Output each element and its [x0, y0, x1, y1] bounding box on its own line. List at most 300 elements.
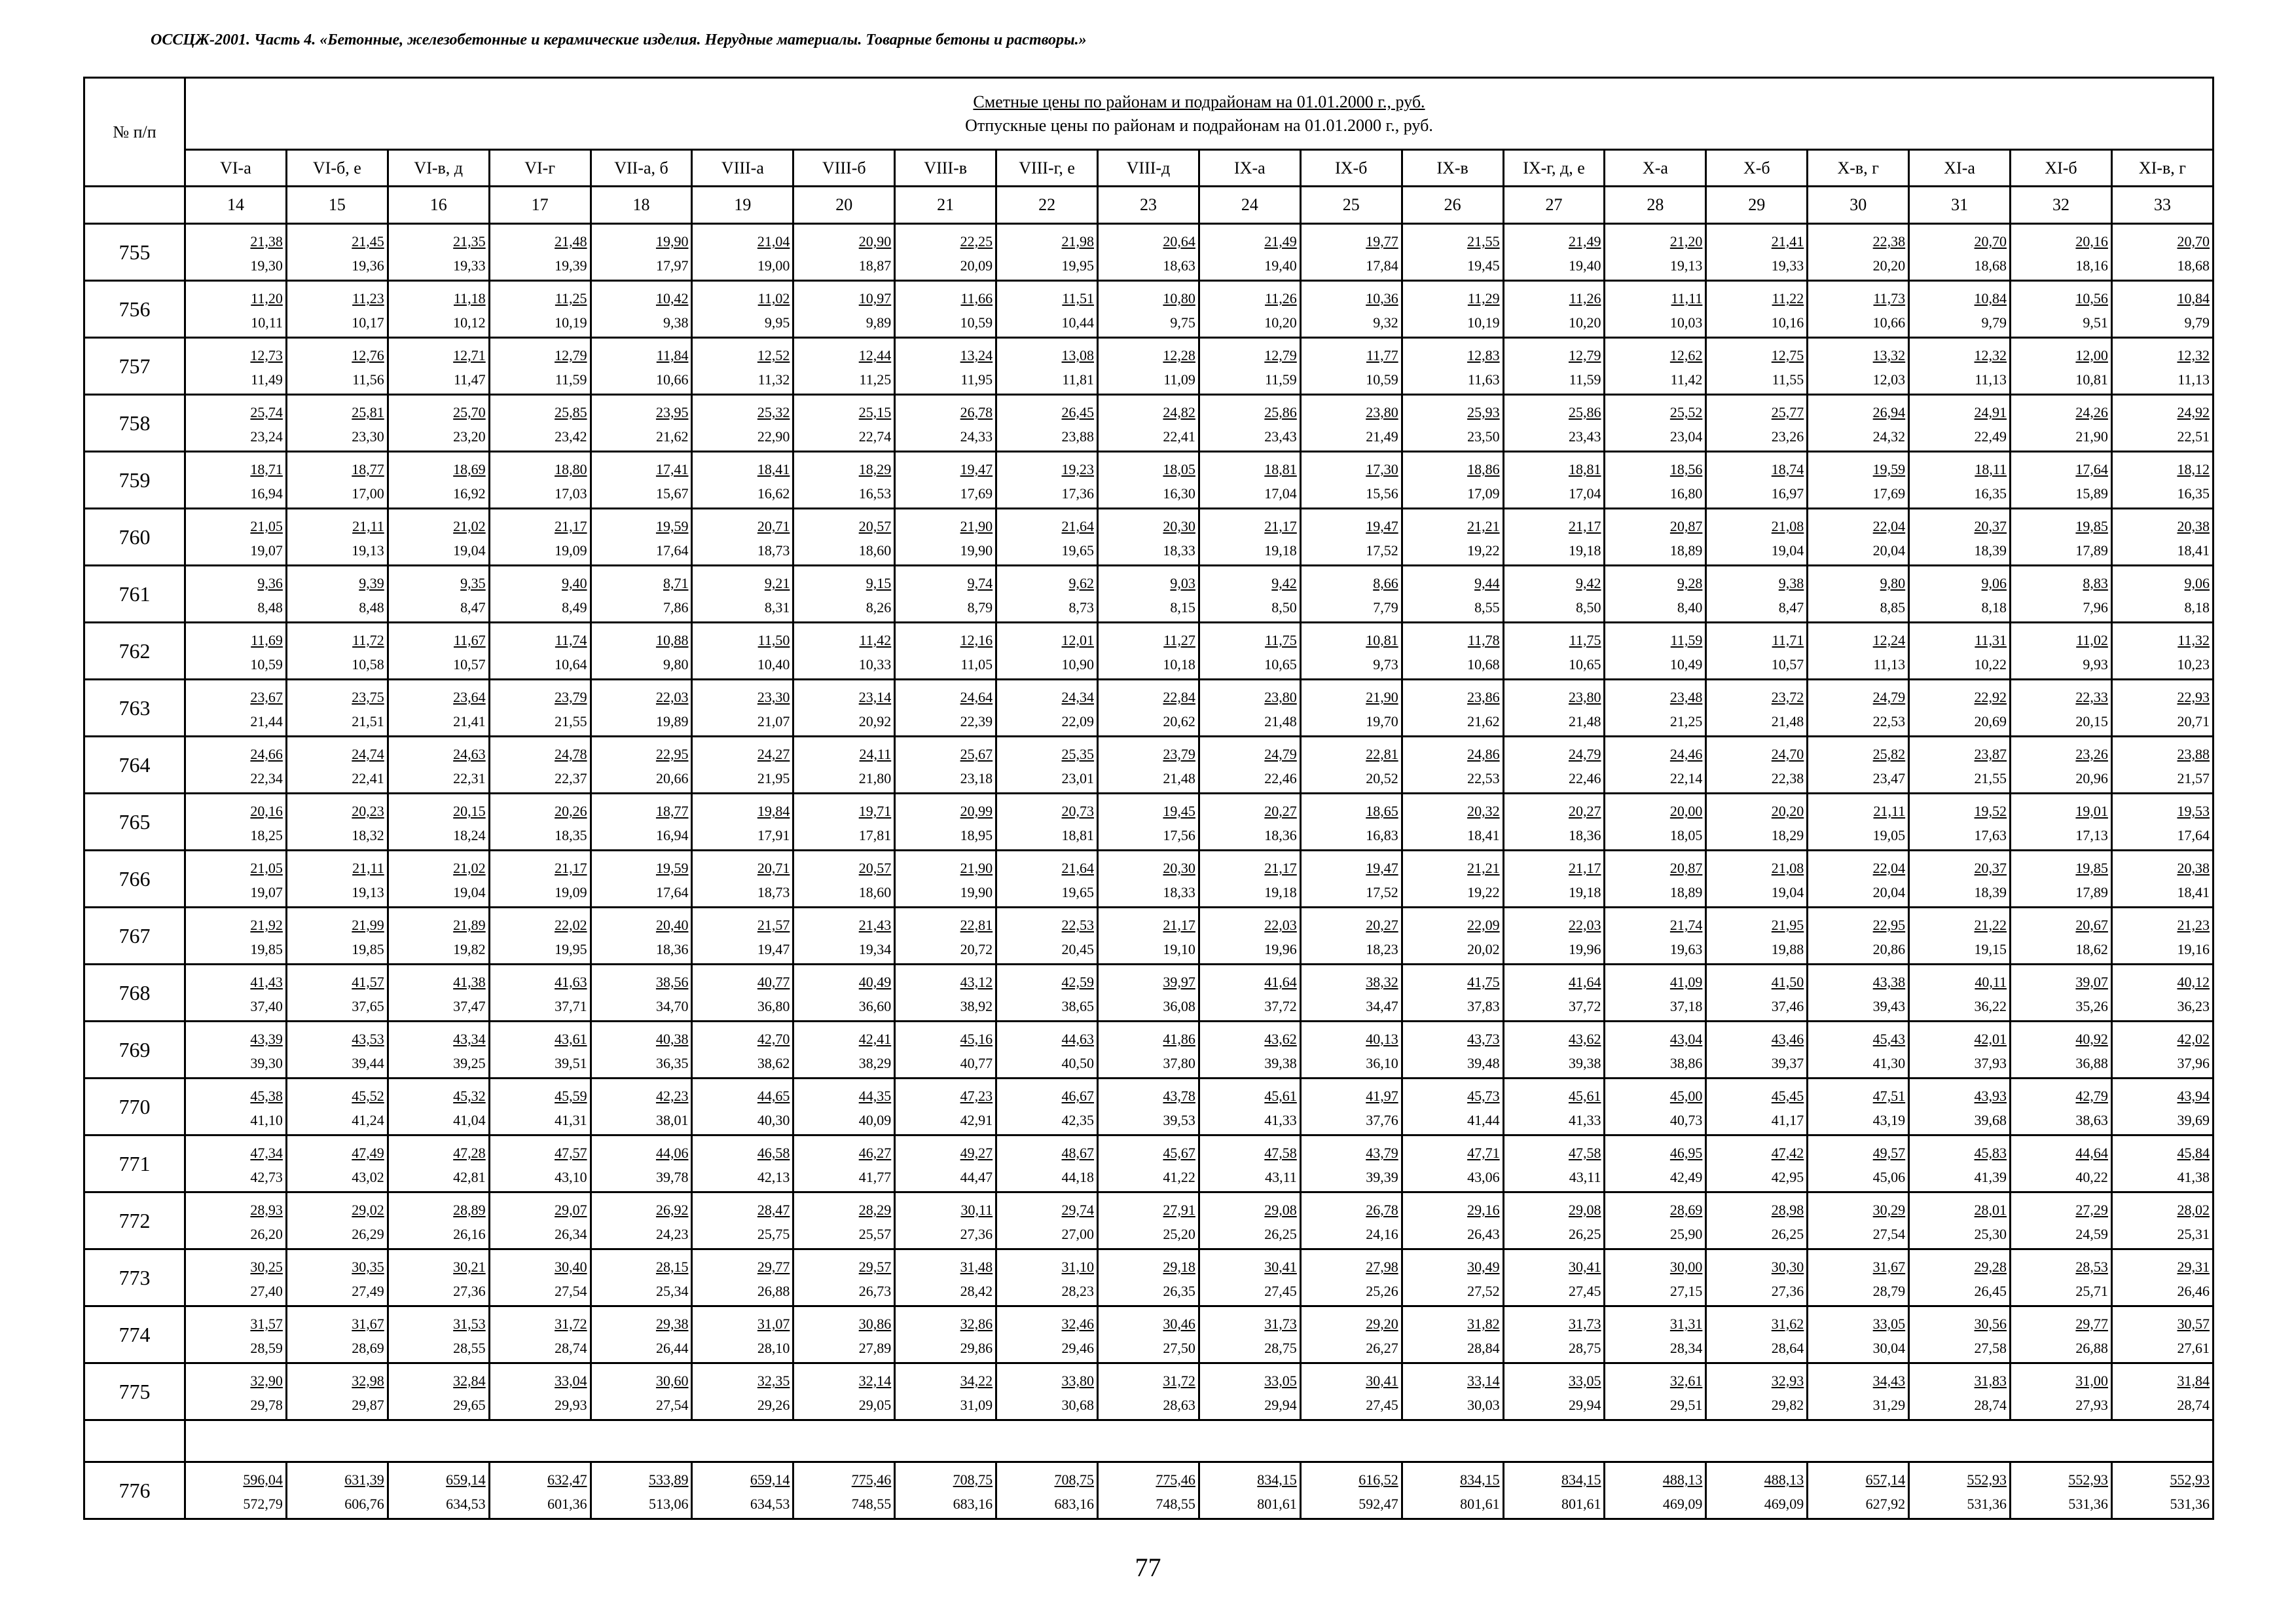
estimated-price: 32,14 [858, 1373, 892, 1389]
price-cell [793, 794, 895, 851]
price-cell [388, 1079, 489, 1135]
estimated-price: 10,84 [2177, 290, 2210, 306]
estimated-price: 20,20 [1771, 803, 1804, 819]
price-cell [1300, 851, 1402, 908]
estimated-price: 12,83 [1467, 347, 1500, 363]
release-price: 21,25 [1669, 712, 1703, 729]
release-price: 21,80 [858, 769, 892, 786]
estimated-price: 20,38 [2177, 860, 2210, 876]
price-cell [1605, 1079, 1706, 1135]
estimated-price: 24,79 [1872, 689, 1906, 705]
price-cell [1300, 566, 1402, 623]
release-price: 17,00 [352, 485, 384, 502]
release-price: 27,93 [2075, 1396, 2108, 1413]
estimated-price: 43,62 [1568, 1031, 1601, 1047]
estimated-price: 34,22 [960, 1373, 993, 1389]
release-price: 12,03 [1872, 371, 1906, 388]
price-cell [996, 794, 1098, 851]
price-cell [1098, 737, 1199, 794]
estimated-price: 21,90 [960, 518, 993, 534]
estimated-price: 42,59 [1061, 974, 1095, 990]
price-cell [1808, 1079, 1909, 1135]
release-price: 23,30 [352, 428, 384, 445]
price-cell [692, 794, 793, 851]
estimated-price: 31,72 [555, 1316, 587, 1332]
estimated-price: 19,47 [1366, 518, 1398, 534]
row-number: 772 [84, 1192, 185, 1249]
price-cell [1098, 224, 1199, 281]
release-price: 23,43 [1568, 428, 1601, 445]
release-price: 11,56 [352, 371, 384, 388]
price-cell [895, 1306, 996, 1363]
estimated-price: 41,43 [250, 974, 283, 990]
district-header: VI-б, е [286, 150, 388, 187]
estimated-price: 21,89 [453, 917, 486, 933]
estimated-price: 20,23 [352, 803, 384, 819]
estimated-price: 45,32 [453, 1088, 486, 1104]
release-price: 18,41 [2177, 883, 2210, 900]
release-price: 16,62 [757, 485, 790, 502]
price-cell [185, 1306, 287, 1363]
release-price: 17,52 [1366, 542, 1398, 559]
release-price: 19,04 [453, 883, 486, 900]
release-price: 9,89 [866, 314, 892, 331]
estimated-price: 18,11 [1975, 461, 2007, 477]
price-cell [1808, 737, 1909, 794]
release-price: 19,13 [352, 883, 384, 900]
estimated-price: 21,95 [1771, 917, 1804, 933]
estimated-price: 21,02 [453, 860, 486, 876]
release-price: 20,15 [2075, 712, 2108, 729]
estimated-price: 33,14 [1467, 1373, 1500, 1389]
release-price: 37,83 [1467, 997, 1500, 1014]
estimated-price: 43,79 [1366, 1145, 1398, 1161]
release-price: 8,55 [1474, 599, 1500, 616]
estimated-price: 21,90 [1366, 689, 1398, 705]
price-cell [2111, 452, 2213, 509]
price-cell [1706, 1306, 1808, 1363]
price-cell [1503, 680, 1605, 737]
release-price: 38,62 [757, 1054, 790, 1071]
table-row [84, 395, 2214, 452]
estimated-price: 31,82 [1467, 1316, 1500, 1332]
estimated-price: 45,16 [960, 1031, 993, 1047]
release-price: 27,54 [555, 1282, 587, 1299]
estimated-price: 21,49 [1264, 233, 1297, 249]
release-price: 22,49 [1974, 428, 2007, 445]
price-cell [286, 509, 388, 566]
row-number: 768 [84, 965, 185, 1022]
release-price: 28,10 [757, 1339, 790, 1356]
price-cell [388, 1462, 489, 1519]
title-estimated-prices: Сметные цены по районам и подрайонам на 01.01.2000 г., руб. [973, 92, 1425, 111]
estimated-price: 29,08 [1264, 1202, 1297, 1218]
release-price: 34,70 [655, 997, 689, 1014]
price-cell [489, 851, 591, 908]
release-price: 42,81 [453, 1168, 486, 1185]
release-price: 28,55 [453, 1339, 486, 1356]
release-price: 25,34 [655, 1282, 689, 1299]
price-cell [286, 1249, 388, 1306]
price-cell [996, 566, 1098, 623]
estimated-price: 24,91 [1974, 404, 2007, 420]
release-price: 21,90 [2075, 428, 2108, 445]
release-price: 19,18 [1568, 883, 1601, 900]
price-cell [692, 224, 793, 281]
release-price: 43,02 [352, 1168, 384, 1185]
estimated-price: 21,11 [1873, 803, 1906, 819]
release-price: 39,68 [1974, 1111, 2007, 1128]
price-cell [1605, 1462, 1706, 1519]
price-cell [1808, 1192, 1909, 1249]
price-cell [793, 1135, 895, 1192]
price-cell [1503, 851, 1605, 908]
estimated-price: 30,11 [960, 1202, 993, 1218]
release-price: 10,44 [1061, 314, 1095, 331]
release-price: 19,07 [250, 542, 283, 559]
district-header: IX-а [1199, 150, 1300, 187]
estimated-price: 11,26 [1569, 290, 1601, 306]
release-price: 26,25 [1771, 1225, 1804, 1242]
price-cell [1300, 1462, 1402, 1519]
release-price: 634,53 [446, 1495, 486, 1512]
price-cell [489, 1192, 591, 1249]
estimated-price: 11,66 [960, 290, 993, 306]
price-cell [388, 224, 489, 281]
release-price: 40,22 [2075, 1168, 2108, 1185]
release-price: 26,25 [1264, 1225, 1297, 1242]
estimated-price: 8,71 [663, 575, 689, 591]
price-cell [1199, 224, 1300, 281]
release-price: 41,31 [555, 1111, 587, 1128]
release-price: 28,63 [1163, 1396, 1195, 1413]
price-cell [1706, 1249, 1808, 1306]
price-cell [489, 737, 591, 794]
estimated-price: 24,64 [960, 689, 993, 705]
estimated-price: 20,37 [1974, 860, 2007, 876]
release-price: 27,40 [250, 1282, 283, 1299]
price-cell [489, 1022, 591, 1079]
estimated-price: 22,04 [1872, 860, 1906, 876]
column-number: 20 [793, 187, 895, 224]
price-cell [1098, 395, 1199, 452]
price-cell [1503, 1249, 1605, 1306]
release-price: 39,69 [2177, 1111, 2210, 1128]
price-cell [1706, 851, 1808, 908]
estimated-price: 9,42 [1575, 575, 1601, 591]
estimated-price: 34,43 [1872, 1373, 1906, 1389]
price-cell [591, 1079, 692, 1135]
estimated-price: 31,10 [1061, 1259, 1095, 1275]
release-price: 606,76 [344, 1495, 384, 1512]
estimated-price: 23,80 [1568, 689, 1601, 705]
price-cell [1098, 623, 1199, 680]
estimated-price: 18,69 [453, 461, 486, 477]
release-price: 16,80 [1669, 485, 1703, 502]
estimated-price: 26,78 [960, 404, 993, 420]
estimated-price: 31,67 [352, 1316, 384, 1332]
release-price: 18,73 [757, 883, 790, 900]
release-price: 11,55 [1772, 371, 1804, 388]
estimated-price: 45,61 [1568, 1088, 1601, 1104]
price-cell [1402, 1462, 1503, 1519]
price-cell [895, 509, 996, 566]
price-cell [2111, 1363, 2213, 1420]
price-cell [1706, 1363, 1808, 1420]
price-cell [1402, 395, 1503, 452]
price-cell [286, 1306, 388, 1363]
price-cell [1909, 680, 2011, 737]
release-price: 29,65 [453, 1396, 486, 1413]
district-header: VIII-в [895, 150, 996, 187]
estimated-price: 18,81 [1568, 461, 1601, 477]
release-price: 10,20 [1568, 314, 1601, 331]
price-cell [793, 1079, 895, 1135]
release-price: 18,68 [2177, 257, 2210, 274]
release-price: 17,04 [1568, 485, 1601, 502]
price-cell [591, 1306, 692, 1363]
price-cell [793, 1306, 895, 1363]
price-cell [1199, 623, 1300, 680]
release-price: 27,89 [858, 1339, 892, 1356]
estimated-price: 29,31 [2177, 1259, 2210, 1275]
release-price: 8,50 [1575, 599, 1601, 616]
estimated-price: 10,36 [1366, 290, 1398, 306]
price-cell [895, 794, 996, 851]
release-price: 39,25 [453, 1054, 486, 1071]
price-cell [996, 965, 1098, 1022]
price-cell [388, 737, 489, 794]
release-price: 28,84 [1467, 1339, 1500, 1356]
estimated-price: 49,27 [960, 1145, 993, 1161]
release-price: 572,79 [243, 1495, 283, 1512]
estimated-price: 44,06 [655, 1145, 689, 1161]
column-number: 27 [1503, 187, 1605, 224]
price-cell [1909, 1079, 2011, 1135]
release-price: 19,95 [555, 940, 587, 957]
table-row [84, 224, 2214, 281]
price-cell [1503, 1462, 1605, 1519]
estimated-price: 21,17 [1264, 518, 1297, 534]
price-cell [286, 566, 388, 623]
estimated-price: 19,85 [2075, 518, 2108, 534]
release-price: 18,41 [1467, 826, 1500, 843]
price-cell [2011, 338, 2112, 395]
district-header: VIII-д [1098, 150, 1199, 187]
release-price: 17,09 [1467, 485, 1500, 502]
estimated-price: 25,81 [352, 404, 384, 420]
release-price: 19,90 [960, 542, 993, 559]
estimated-price: 10,80 [1163, 290, 1195, 306]
estimated-price: 18,77 [655, 803, 689, 819]
release-price: 17,64 [655, 883, 689, 900]
price-cell [1098, 851, 1199, 908]
release-price: 8,47 [460, 599, 486, 616]
estimated-price: 22,81 [1366, 746, 1398, 762]
estimated-price: 21,21 [1467, 860, 1500, 876]
release-price: 29,78 [250, 1396, 283, 1413]
estimated-price: 20,57 [858, 518, 892, 534]
price-cell [1808, 794, 1909, 851]
estimated-price: 19,47 [960, 461, 993, 477]
release-price: 10,19 [1467, 314, 1500, 331]
release-price: 38,86 [1669, 1054, 1703, 1071]
release-price: 21,48 [1568, 712, 1601, 729]
price-cell [2111, 224, 2213, 281]
price-cell [388, 1135, 489, 1192]
price-cell [489, 338, 591, 395]
price-cell [591, 281, 692, 338]
price-cell [1706, 623, 1808, 680]
estimated-price: 12,44 [858, 347, 892, 363]
price-cell [1300, 794, 1402, 851]
district-header: VI-в, д [388, 150, 489, 187]
release-price: 25,31 [2177, 1225, 2210, 1242]
estimated-price: 47,28 [453, 1145, 486, 1161]
estimated-price: 22,02 [555, 917, 587, 933]
estimated-price: 24,79 [1264, 746, 1297, 762]
release-price: 27,54 [655, 1396, 689, 1413]
release-price: 41,38 [2177, 1168, 2210, 1185]
release-price: 19,15 [1974, 940, 2007, 957]
release-price: 25,30 [1974, 1225, 2007, 1242]
release-price: 44,18 [1061, 1168, 1095, 1185]
estimated-price: 43,94 [2177, 1088, 2210, 1104]
release-price: 41,33 [1568, 1111, 1601, 1128]
release-price: 26,25 [1568, 1225, 1601, 1242]
price-cell [1199, 395, 1300, 452]
release-price: 11,63 [1467, 371, 1500, 388]
price-cell [996, 1135, 1098, 1192]
price-cell [2111, 1135, 2213, 1192]
release-price: 41,24 [352, 1111, 384, 1128]
estimated-price: 834,15 [1257, 1471, 1297, 1488]
estimated-price: 30,21 [453, 1259, 486, 1275]
price-cell [1909, 1192, 2011, 1249]
release-price: 18,60 [858, 542, 892, 559]
table-row [84, 680, 2214, 737]
price-cell [388, 1306, 489, 1363]
release-price: 22,37 [555, 769, 587, 786]
price-cell [1909, 1306, 2011, 1363]
estimated-price: 41,75 [1467, 974, 1500, 990]
estimated-price: 22,93 [2177, 689, 2210, 705]
estimated-price: 30,49 [1467, 1259, 1500, 1275]
estimated-price: 11,69 [251, 632, 283, 648]
price-cell [2111, 509, 2213, 566]
estimated-price: 29,07 [555, 1202, 587, 1218]
release-price: 40,77 [960, 1054, 993, 1071]
row-number: 758 [84, 395, 185, 452]
estimated-price: 44,63 [1061, 1031, 1095, 1047]
release-price: 39,53 [1163, 1111, 1195, 1128]
release-price: 9,75 [1170, 314, 1195, 331]
release-price: 20,72 [960, 940, 993, 957]
release-price: 21,55 [555, 712, 587, 729]
price-cell [489, 452, 591, 509]
estimated-price: 43,53 [352, 1031, 384, 1047]
price-cell [1808, 908, 1909, 965]
release-price: 43,11 [1569, 1168, 1601, 1185]
district-header: XI-в, г [2111, 150, 2213, 187]
estimated-price: 657,14 [1865, 1471, 1906, 1488]
release-price: 19,36 [352, 257, 384, 274]
release-price: 27,45 [1568, 1282, 1601, 1299]
release-price: 18,25 [250, 826, 283, 843]
estimated-price: 40,12 [2177, 974, 2210, 990]
estimated-price: 19,77 [1366, 233, 1398, 249]
price-cell [692, 509, 793, 566]
release-price: 18,36 [1264, 826, 1297, 843]
estimated-price: 19,59 [655, 518, 689, 534]
release-price: 11,59 [555, 371, 587, 388]
estimated-price: 24,34 [1061, 689, 1095, 705]
price-cell [996, 338, 1098, 395]
estimated-price: 26,45 [1061, 404, 1095, 420]
price-cell [1300, 1192, 1402, 1249]
price-cell [1402, 224, 1503, 281]
table-row [84, 338, 2214, 395]
estimated-price: 20,70 [2177, 233, 2210, 249]
price-cell [1605, 1249, 1706, 1306]
estimated-price: 19,01 [2075, 803, 2108, 819]
table-row [84, 1192, 2214, 1249]
price-cell [1402, 794, 1503, 851]
estimated-price: 21,57 [757, 917, 790, 933]
row-number: 769 [84, 1022, 185, 1079]
release-price: 10,65 [1264, 655, 1297, 673]
estimated-price: 47,58 [1264, 1145, 1297, 1161]
estimated-price: 32,90 [250, 1373, 283, 1389]
price-cell [286, 623, 388, 680]
column-number: 14 [185, 187, 287, 224]
price-cell [1503, 737, 1605, 794]
price-cell [1808, 965, 1909, 1022]
release-price: 28,75 [1264, 1339, 1297, 1356]
estimated-price: 11,51 [1062, 290, 1095, 306]
release-price: 21,41 [453, 712, 486, 729]
release-price: 27,36 [960, 1225, 993, 1242]
price-cell [1605, 1022, 1706, 1079]
release-price: 11,81 [1062, 371, 1095, 388]
release-price: 15,56 [1366, 485, 1398, 502]
price-cell [895, 1192, 996, 1249]
price-cell [2011, 794, 2112, 851]
estimated-price: 43,61 [555, 1031, 587, 1047]
release-price: 10,58 [352, 655, 384, 673]
estimated-price: 23,75 [352, 689, 384, 705]
price-cell [591, 224, 692, 281]
column-number-row [84, 187, 2214, 224]
estimated-price: 11,22 [1772, 290, 1804, 306]
release-price: 9,95 [764, 314, 790, 331]
estimated-price: 11,67 [453, 632, 486, 648]
estimated-price: 32,46 [1061, 1316, 1095, 1332]
price-cell [1199, 338, 1300, 395]
price-cell [692, 908, 793, 965]
column-number: 32 [2011, 187, 2112, 224]
release-price: 10,57 [1771, 655, 1804, 673]
price-cell [1909, 908, 2011, 965]
release-price: 469,09 [1662, 1495, 1703, 1512]
release-price: 23,24 [250, 428, 283, 445]
price-cell [2111, 338, 2213, 395]
estimated-price: 20,73 [1061, 803, 1095, 819]
release-price: 19,65 [1061, 542, 1095, 559]
price-cell [2011, 851, 2112, 908]
estimated-price: 21,20 [1669, 233, 1703, 249]
release-price: 37,65 [352, 997, 384, 1014]
